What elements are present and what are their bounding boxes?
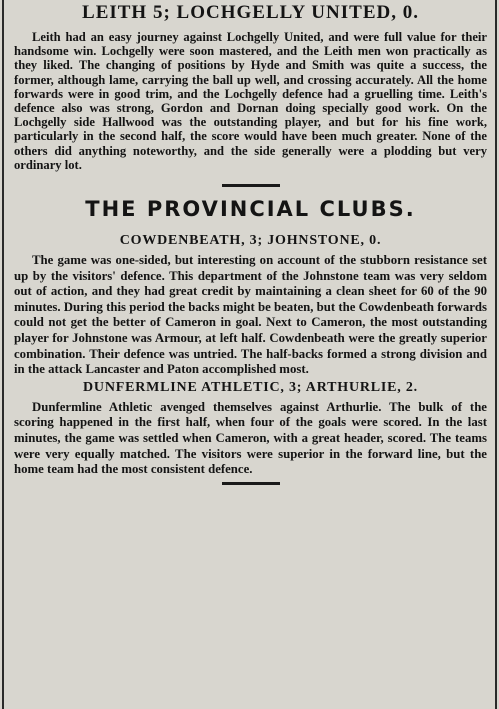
column-rule-right xyxy=(495,0,497,709)
dunfermline-headline: DUNFERMLINE ATHLETIC, 3; ARTHURLIE, 2. xyxy=(83,379,418,395)
dunfermline-article-body: Dunfermline Athletic avenged themselves against Arthurlie. The bulk of the scoring happened in the first half, when four of the goals were scored. In the last minutes, the game was settled when Cameron, with a great header, scored. The teams were very equally matched. The visitors were superior in the forward line, but the home team had the most consistent defence. xyxy=(14,399,487,477)
leith-headline: LEITH 5; LOCHGELLY UNITED, 0. xyxy=(82,2,419,23)
column-rule-left xyxy=(2,0,4,709)
section-divider xyxy=(222,184,280,187)
leith-article-body: Leith had an easy journey against Lochgelly United, and were full value for their handsome win. Lochgelly were soon mastered, and the Leith men won practically as they liked. The changing of positions by Hyde and Smith was quite a success, the former, although lame, carrying the ball up well, and crossing accurately. All the home forwards were in good trim, and the Lochgelly defence had a gruelling time. Leith's defence also was strong, Gordon and Dornan doing specially good work. On the Lochgelly side Hallwood was the outstanding player, and but for his fine work, particularly in the second half, the score would have been much greater. None of the others did anything noteworthy, and the side generally were a plodding but very ordinary lot. xyxy=(14,30,487,172)
cowdenbeath-article-body: The game was one-sided, but interesting on account of the stubborn resistance set up by the visitors' defence. This department of the Johnstone team was very seldom out of action, and they had great credit by maintaining a clean sheet for 60 of the 90 minutes. During this period the backs might be beaten, but the Cowdenbeath forwards could not get the better of Cameron in goal. Next to Cameron, the most outstanding player for Johnstone was Armour, at left half. Cowdenbeath were the greatly superior combination. Their defence was untried. The half-backs formed a strong division and in the attack Lancaster and Paton accomplished most. xyxy=(14,253,487,377)
section-title: THE PROVINCIAL CLUBS. xyxy=(85,197,416,222)
end-divider xyxy=(222,482,280,485)
cowdenbeath-headline: COWDENBEATH, 3; JOHNSTONE, 0. xyxy=(119,233,382,249)
